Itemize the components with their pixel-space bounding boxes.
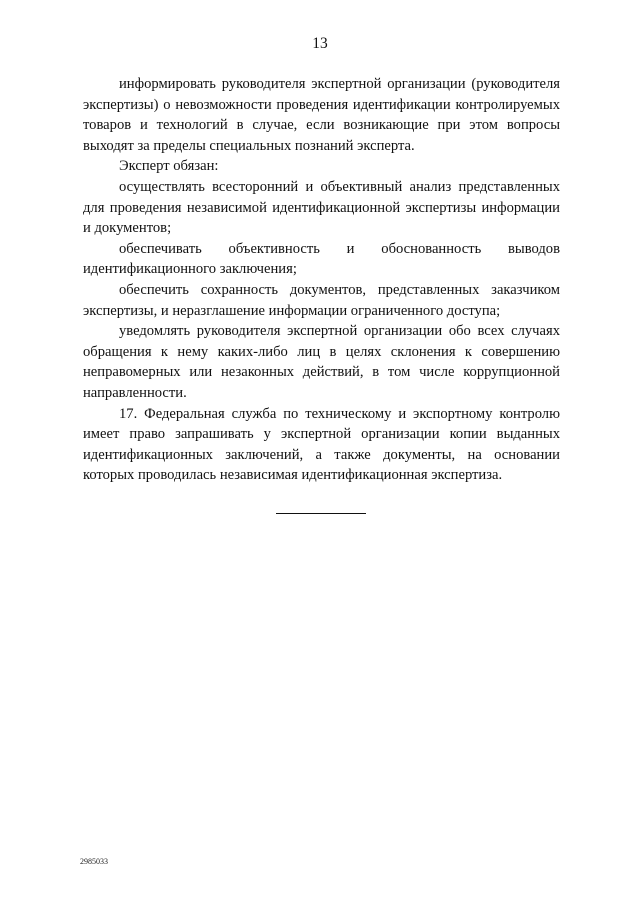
paragraph-inform-head: информировать руководителя экспертной организации (руководителя экспертизы) о невозможности проведения идентификации контролируемых товаров и технологий в случае, если возникающие при этом вопросы выходят за пределы специальных познаний эксперта.: [83, 76, 560, 154]
end-divider: [276, 513, 366, 514]
paragraph-notify: уведомлять руководителя экспертной организации обо всех случаях обращения к нему каких-либо лиц в целях склонения к совершению неправомерных или незаконных действий, в том числе коррупционной направленности.: [83, 323, 560, 401]
document-body: [83, 74, 560, 486]
page-number: 13: [312, 35, 328, 52]
paragraph-expert-obliged: Эксперт обязан:: [119, 158, 219, 175]
paragraph-analysis: осуществлять всесторонний и объективный анализ представленных для проведения независимой идентификационной экспертизы информации и документов;: [83, 178, 560, 237]
paragraph-confidentiality: обеспечить сохранность документов, представленных заказчиком экспертизы, и неразглашение информации ограниченного доступа;: [83, 281, 560, 319]
paragraph-objectivity: обеспечивать объективность и обоснованность выводов идентификационного заключения;: [83, 240, 560, 278]
document-id: 2985033: [80, 857, 108, 866]
paragraph-17-fstec: 17. Федеральная служба по техническому и экспортному контролю имеет право запрашивать у экспертной организации копии выданных идентификационных заключений, а также документы, на основании которых проводилась независимая идентификационная экспертиза.: [83, 405, 560, 484]
